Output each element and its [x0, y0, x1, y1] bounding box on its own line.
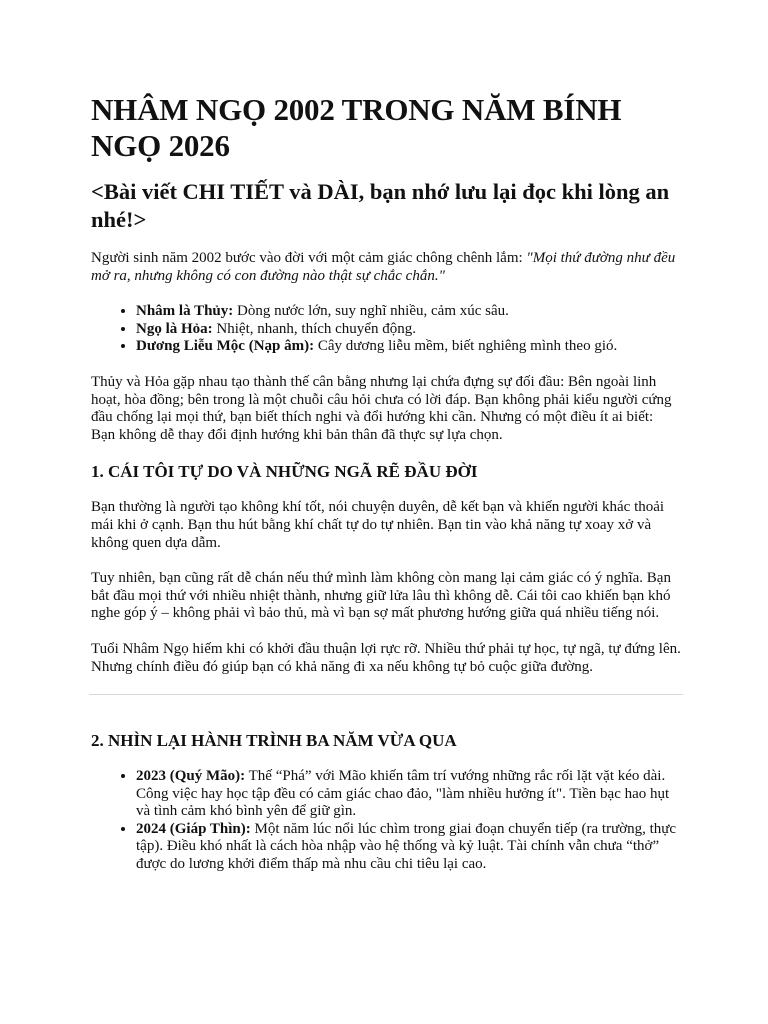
list-item	[136, 303, 681, 321]
list-item	[136, 821, 681, 874]
list-item	[136, 338, 681, 356]
trait-label: Dương Liễu Mộc (Nạp âm):	[136, 338, 315, 355]
balance-paragraph: Thủy và Hỏa gặp nhau tạo thành thế cân bằng nhưng lại chứa đựng sự đối đầu: Bên ngoài linh hoạt, hòa đồng; bên trong là một chuỗi câu hỏi chưa có lời đáp. Bạn không phải kiểu người cứng đầu chống lại mọi thứ, bạn biết thích nghi và đổi hướng khi cần. Nhưng có một điều ít ai biết: Bạn không dễ thay đổi định hướng khi bản thân đã thực sự lựa chọn.	[91, 373, 672, 443]
year-label: 2024 (Giáp Thìn):	[136, 820, 251, 837]
section-1-heading: 1. CÁI TÔI TỰ DO VÀ NHỮNG NGÃ RẼ ĐẦU ĐỜI	[91, 462, 478, 482]
list-item	[136, 768, 681, 821]
trait-text: Dòng nước lớn, suy nghĩ nhiều, cảm xúc sâu.	[233, 303, 509, 320]
trait-label: Ngọ là Hỏa:	[136, 320, 213, 337]
trait-text: Cây dương liễu mềm, biết nghiêng mình theo gió.	[314, 338, 618, 355]
intro-paragraph	[91, 250, 681, 285]
page-title: NHÂM NGỌ 2002 TRONG NĂM BÍNH NGỌ 2026	[91, 92, 622, 163]
year-text: Một năm lúc nổi lúc chìm trong giai đoạn chuyển tiếp (ra trường, thực tập). Điều khó nhất là cách hòa nhập vào hệ thống và kỷ luật. Tài chính vẫn chưa “thở” được do lương khởi điểm thấp mà nhu cầu chi tiêu lại cao.	[136, 820, 677, 873]
timeline-list	[91, 768, 681, 874]
trait-label: Nhâm là Thủy:	[136, 303, 234, 320]
section-2-heading: 2. NHÌN LẠI HÀNH TRÌNH BA NĂM VỪA QUA	[91, 731, 457, 751]
intro-text: Người sinh năm 2002 bước vào đời với một cảm giác chông chênh lắm:	[91, 250, 527, 266]
section-1-paragraph: Tuy nhiên, bạn cũng rất dễ chán nếu thứ mình làm không còn mang lại cảm giác có ý nghĩa. Bạn bắt đầu mọi thứ với nhiều nhiệt thành, nhưng giữ lửa lâu thì không dễ. Cái tôi cao khiến bạn khó nghe góp ý – không phải vì bảo thủ, mà vì bạn sợ mất phương hướng giữa quá nhiều tiếng nói.	[91, 570, 671, 622]
intro-quote: "Mọi thứ đường như đều mở ra, nhưng không có con đường nào thật sự chắc chắn."	[91, 250, 676, 284]
list-item	[136, 321, 681, 339]
page-subtitle: <Bài viết CHI TIẾT và DÀI, bạn nhớ lưu lại đọc khi lòng an nhé!>	[91, 179, 670, 232]
section-1-paragraph: Tuổi Nhâm Ngọ hiếm khi có khởi đầu thuận lợi rực rỡ. Nhiều thứ phải tự học, tự ngã, tự đứng lên. Nhưng chính điều đó giúp bạn có khả năng đi xa nếu không tự bỏ cuộc giữa đường.	[91, 640, 681, 675]
section-divider	[89, 694, 683, 695]
section-1-paragraph: Bạn thường là người tạo không khí tốt, nói chuyện duyên, dễ kết bạn và khiến người khác thoải mái khi ở cạnh. Bạn thu hút bằng khí chất tự do tự nhiên. Bạn tin vào khả năng tự xoay xở và không quen dựa dẫm.	[91, 499, 665, 551]
traits-list	[91, 303, 681, 356]
document-page	[91, 92, 681, 892]
year-label: 2023 (Quý Mão):	[136, 768, 246, 785]
year-text: Thế “Phá” với Mão khiến tâm trí vướng những rắc rối lặt vặt kéo dài. Công việc hay học tập đều có cảm giác chao đảo, "làm nhiều hưởng ít". Tiền bạc hao hụt và tình cảm khó bình yên để giữ gìn.	[136, 768, 670, 820]
trait-text: Nhiệt, nhanh, thích chuyển động.	[212, 320, 416, 337]
